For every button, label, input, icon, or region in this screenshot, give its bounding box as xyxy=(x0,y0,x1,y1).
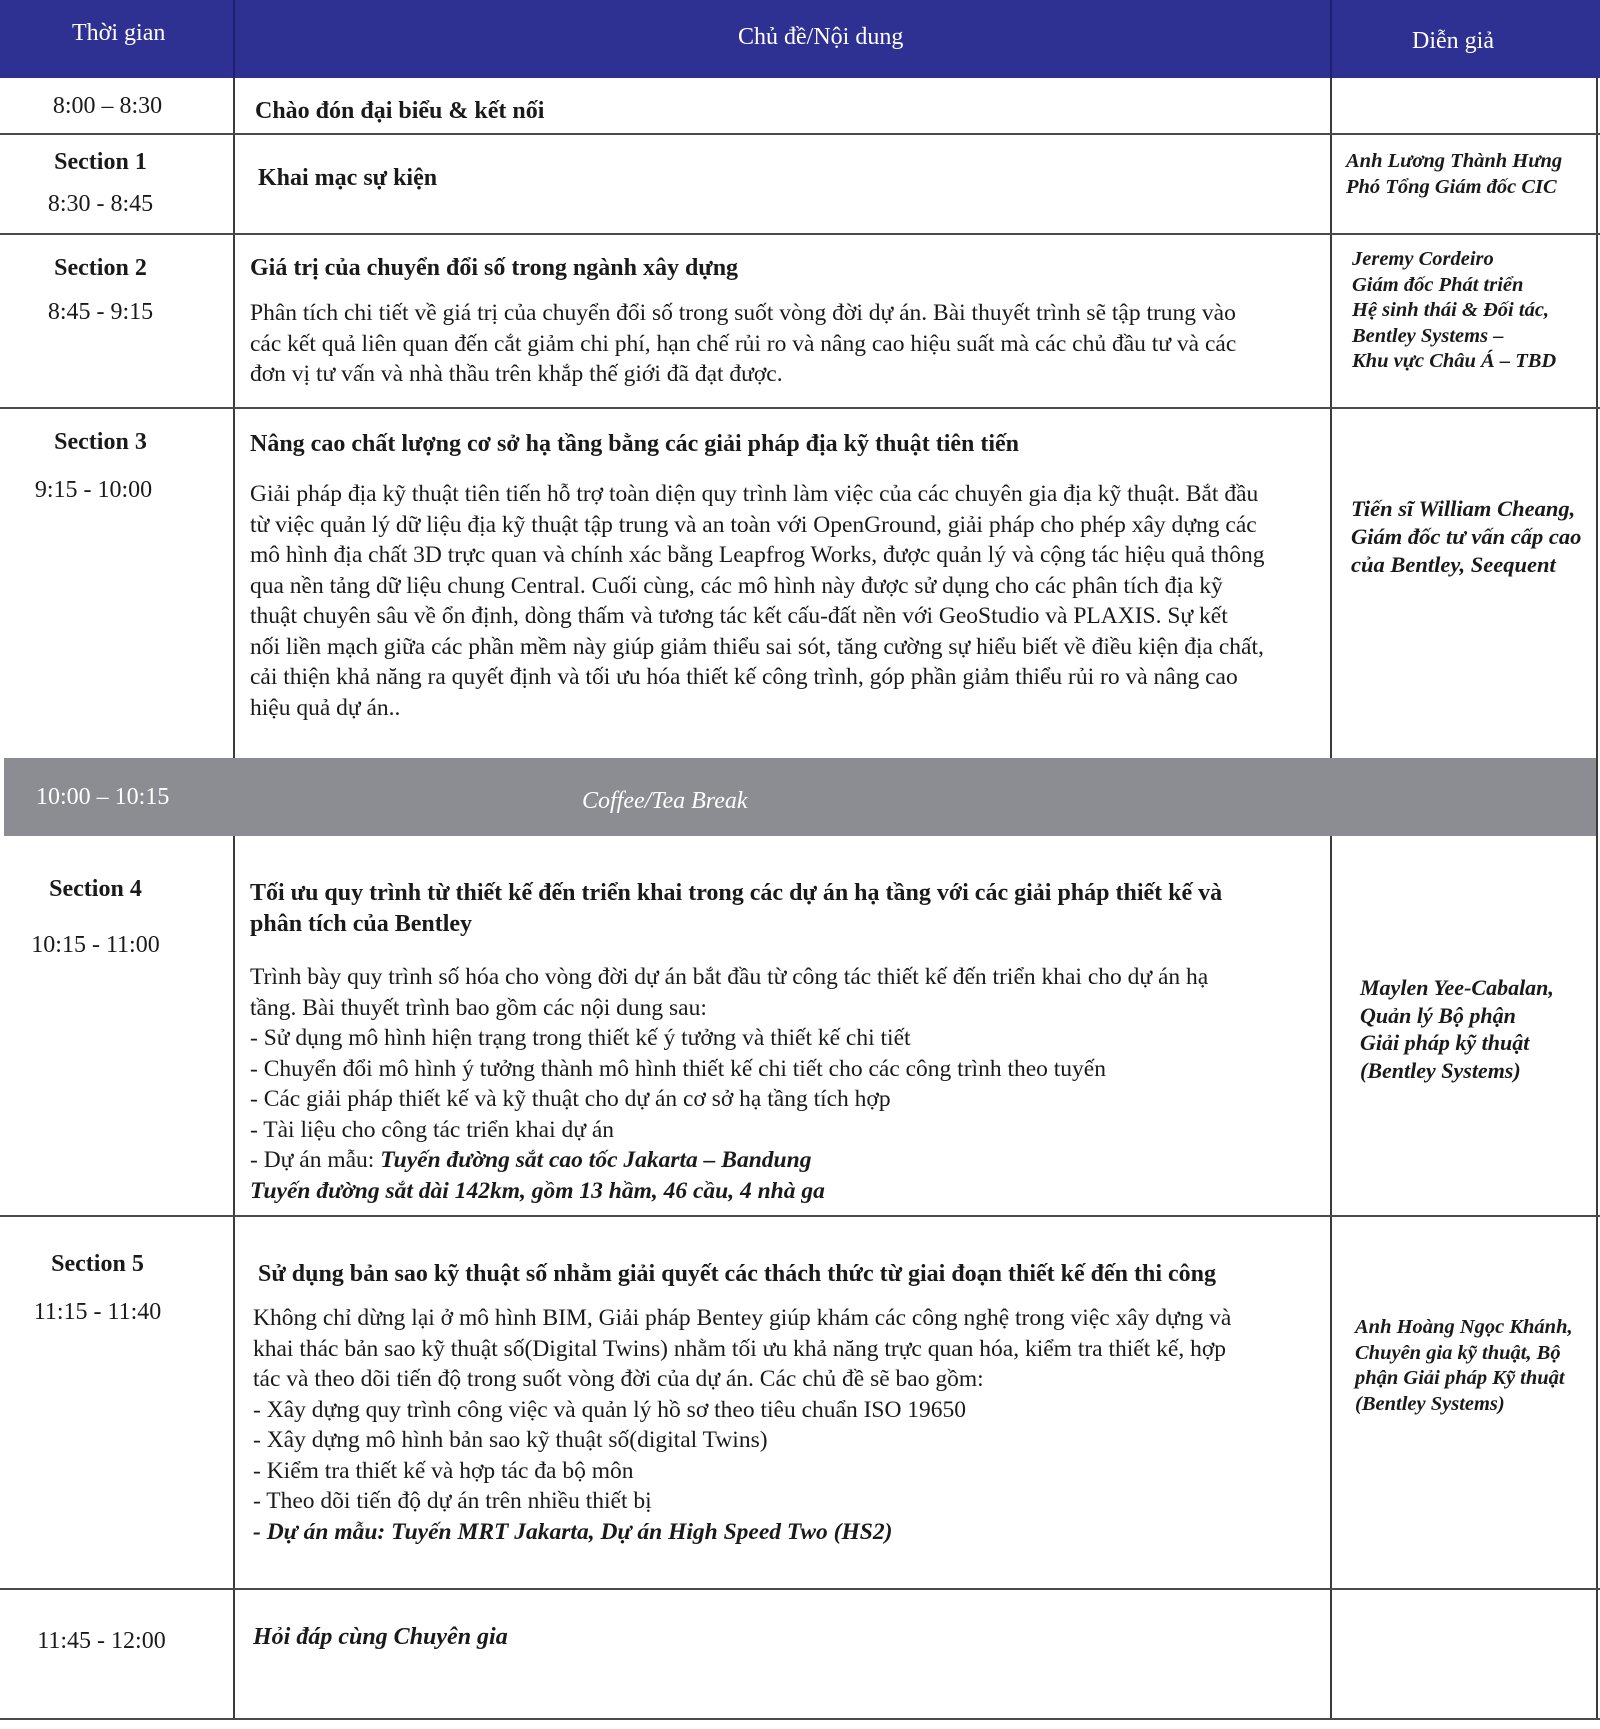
desc-line: từ việc quản lý dữ liệu địa kỹ thuật tập trung và an toàn với OpenGround, giải pháp cho phép xây dựng các xyxy=(250,511,1257,538)
row-title: Giá trị của chuyển đổi số trong ngành xây dựng xyxy=(250,255,739,281)
section-label: Section 3 xyxy=(54,429,147,455)
desc-line: qua nền tảng dữ liệu chung Central. Cuối cùng, các mô hình này được sử dụng cho các phân tích địa kỹ xyxy=(250,572,1223,599)
section-label: Section 1 xyxy=(54,149,147,175)
speaker-line: Quản lý Bộ phận xyxy=(1360,1002,1516,1028)
speaker-line: Tiến sĩ William Cheang, xyxy=(1351,496,1576,521)
header-time: Thời gian xyxy=(72,20,166,46)
agenda-row-qa xyxy=(0,1590,1600,1718)
desc-line: - Các giải pháp thiết kế và kỹ thuật cho dự án cơ sở hạ tầng tích hợp xyxy=(250,1086,891,1112)
desc-line: Giải pháp địa kỹ thuật tiên tiến hỗ trợ toàn diện quy trình làm việc của các chuyên gia địa kỹ thuật. Bắt đầu xyxy=(250,481,1259,507)
speaker-line: Hệ sinh thái & Đối tác, xyxy=(1352,299,1550,321)
title-line: phân tích của Bentley xyxy=(250,911,473,937)
table-header xyxy=(0,0,1600,78)
agenda-row-section-4 xyxy=(0,836,1600,1215)
desc-line: - Sử dụng mô hình hiện trạng trong thiết kế ý tưởng và thiết kế chi tiết xyxy=(250,1025,911,1051)
desc-line: Phân tích chi tiết về giá trị của chuyển đổi số trong suốt vòng đời dự án. Bài thuyết trình sẽ tập trung vào xyxy=(250,300,1236,326)
speaker-info xyxy=(1352,247,1556,375)
desc-line: các kết quả liên quan đến cắt giảm chi phí, hạn chế rủi ro và nâng cao hiệu suất mà các chủ đầu tư và các xyxy=(250,330,1237,357)
agenda-row-break xyxy=(4,758,1596,836)
speaker-info xyxy=(1360,974,1554,1084)
break-label: Coffee/Tea Break xyxy=(582,788,748,814)
speaker-info xyxy=(1355,1315,1573,1417)
sample-name: Tuyến đường sắt cao tốc Jakarta – Bandung xyxy=(380,1147,812,1173)
row-description xyxy=(250,479,1264,723)
row-time: 9:15 - 10:00 xyxy=(34,477,153,503)
agenda-row-section-1 xyxy=(0,135,1600,233)
desc-line: - Xây dựng mô hình bản sao kỹ thuật số(digital Twins) xyxy=(253,1427,768,1453)
desc-line: nối liền mạch giữa các phần mềm này giúp giảm thiểu sai sót, tăng cường sự hiểu biết về điều kiện địa chất, xyxy=(250,633,1264,660)
break-time: 10:00 – 10:15 xyxy=(36,784,170,810)
speaker-line: Giám đốc tư vấn cấp cao xyxy=(1351,524,1582,549)
desc-line: - Kiểm tra thiết kế và hợp tác đa bộ môn xyxy=(253,1457,634,1484)
speaker-line: Maylen Yee-Cabalan, xyxy=(1360,975,1554,1000)
sample-project-line: - Dự án mẫu: Tuyến MRT Jakarta, Dự án High Speed Two (HS2) xyxy=(253,1518,893,1545)
speaker-line: Phó Tổng Giám đốc CIC xyxy=(1346,175,1557,198)
section-label: Section 2 xyxy=(54,255,147,281)
desc-line: hiệu quả dự án.. xyxy=(250,694,401,721)
row-title xyxy=(250,878,1222,940)
sample-prefix: - Dự án mẫu: xyxy=(250,1147,381,1173)
title-line: Tối ưu quy trình từ thiết kế đến triển khai trong các dự án hạ tầng với các giải pháp thiết kế và xyxy=(250,880,1223,906)
speaker-line: Anh Hoàng Ngọc Khánh, xyxy=(1355,1316,1573,1338)
desc-line: - Tài liệu cho công tác triển khai dự án xyxy=(250,1116,615,1143)
desc-line: mô hình địa chất 3D trực quan và chính xác bằng Leapfrog Works, được quản lý và cộng tác hiệu quả thông xyxy=(250,542,1265,568)
agenda-row-section-5 xyxy=(0,1217,1600,1588)
speaker-info xyxy=(1351,495,1581,579)
desc-line: khai thác bản sao kỹ thuật số(Digital Twins) nhằm tối ưu khả năng trực quan hóa, kiểm tra thiết kế, hợp xyxy=(253,1335,1226,1362)
row-time: 11:45 - 12:00 xyxy=(37,1628,166,1654)
header-speaker: Diễn giả xyxy=(1412,28,1494,54)
desc-line: tác và theo dõi tiến độ trong suốt vòng đời của dự án. Các chủ đề sẽ bao gồm: xyxy=(253,1366,984,1392)
row-time: 10:15 - 11:00 xyxy=(31,932,160,958)
row-title: Hỏi đáp cùng Chuyên gia xyxy=(253,1624,508,1650)
grid-hline xyxy=(0,1718,1600,1720)
header-topic: Chủ đề/Nội dung xyxy=(738,24,904,50)
speaker-line: Jeremy Cordeiro xyxy=(1352,248,1494,270)
desc-line: thuật chuyên sâu về ổn định, dòng thấm và tương tác kết cấu-đất nền với GeoStudio và PLAXIS. Sự kết xyxy=(250,603,1228,629)
section-label: Section 5 xyxy=(51,1251,144,1277)
row-time: 8:45 - 9:15 xyxy=(47,299,154,325)
desc-line: Trình bày quy trình số hóa cho vòng đời dự án bắt đầu từ công tác thiết kế đến triển khai cho dự án hạ xyxy=(250,964,1209,990)
speaker-line: (Bentley Systems) xyxy=(1355,1392,1505,1415)
row-time: 8:30 - 8:45 xyxy=(47,191,154,217)
desc-line: - Chuyển đổi mô hình ý tưởng thành mô hình thiết kế chi tiết cho các công trình theo tuyến xyxy=(250,1055,1106,1082)
desc-line: tầng. Bài thuyết trình bao gồm các nội dung sau: xyxy=(250,994,707,1021)
speaker-line: Chuyên gia kỹ thuật, Bộ xyxy=(1355,1341,1561,1364)
desc-line: - Xây dựng quy trình công việc và quản lý hồ sơ theo tiêu chuẩn ISO 19650 xyxy=(253,1396,967,1423)
sample-detail: Tuyến đường sắt dài 142km, gồm 13 hầm, 46 cầu, 4 nhà ga xyxy=(250,1177,825,1204)
section-label: Section 4 xyxy=(49,876,142,902)
speaker-info xyxy=(1346,149,1562,200)
row-title: Nâng cao chất lượng cơ sở hạ tầng bằng các giải pháp địa kỹ thuật tiên tiến xyxy=(250,431,1020,457)
speaker-line: Bentley Systems – xyxy=(1352,324,1504,347)
agenda-row-section-3 xyxy=(0,409,1600,758)
row-title: Sử dụng bản sao kỹ thuật số nhằm giải quyết các thách thức từ giai đoạn thiết kế đến thi công xyxy=(258,1261,1217,1287)
desc-line: - Theo dõi tiến độ dự án trên nhiều thiết bị xyxy=(253,1488,652,1514)
sample-project-line xyxy=(250,1145,1208,1176)
speaker-line: Khu vực Châu Á – TBD xyxy=(1352,350,1557,372)
speaker-line: Anh Lương Thành Hưng xyxy=(1346,150,1563,172)
desc-line: cải thiện khả năng ra quyết định và tối ưu hóa thiết kế công trình, góp phần giảm thiểu rủi ro và nâng cao xyxy=(250,664,1238,690)
speaker-line: (Bentley Systems) xyxy=(1360,1057,1521,1083)
speaker-line: của Bentley, Seequent xyxy=(1351,552,1556,577)
speaker-line: Giám đốc Phát triển xyxy=(1352,273,1524,296)
row-description xyxy=(253,1303,1231,1547)
row-title: Khai mạc sự kiện xyxy=(258,165,438,191)
agenda-row-section-2 xyxy=(0,235,1600,407)
row-description xyxy=(250,298,1236,390)
speaker-line: Giải pháp kỹ thuật xyxy=(1360,1030,1530,1055)
agenda-row-welcome xyxy=(0,78,1600,133)
row-time: 11:15 - 11:40 xyxy=(33,1299,162,1325)
row-description xyxy=(250,962,1208,1206)
row-title: Chào đón đại biểu & kết nối xyxy=(255,98,545,124)
row-time: 8:00 – 8:30 xyxy=(52,93,163,119)
speaker-line: phận Giải pháp Kỹ thuật xyxy=(1355,1367,1565,1389)
desc-line: đơn vị tư vấn và nhà thầu trên khắp thế giới đã đạt được. xyxy=(250,361,783,387)
desc-line: Không chỉ dừng lại ở mô hình BIM, Giải pháp Bentey giúp khám các công nghệ trong việc xây dựng và xyxy=(253,1305,1232,1331)
